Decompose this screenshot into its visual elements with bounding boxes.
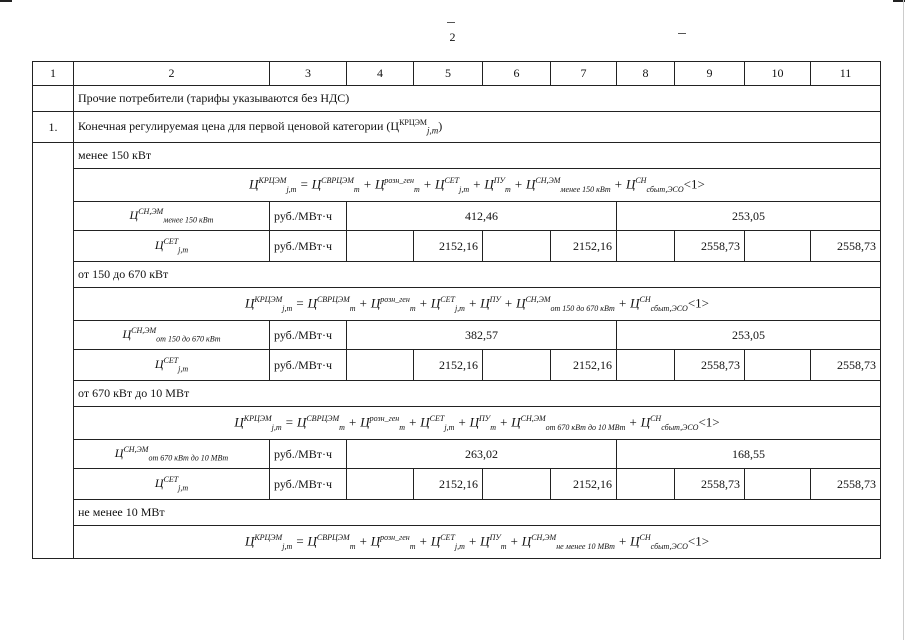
group-title-row [33,500,881,526]
column-number-row [33,62,881,86]
table-row [33,231,881,262]
empty-cell [745,469,811,500]
group-title: менее 150 кВт [74,143,881,169]
unit-cell: руб./МВт·ч [270,202,347,231]
row-label: $Ц^{СЕТ}_{j,m}$ [74,231,270,262]
row-label: $Ц^{СЕТ}_{j,m}$ [74,469,270,500]
scan-speck [447,22,455,23]
col-number: 10 [745,62,811,86]
formula: $Ц^{КРЦЭМ}_{j,m} = Ц^{СВРЦЭМ}_m + Ц^{розн\_ген}_m + Ц^{СЕТ}_{j,m} + Ц^{ПУ}_m + Ц^{СН,ЭМ}_{от 670 кВт до 10 МВт} + Ц^{СН}_{сбыт,ЭСО}<1>$ [74,407,881,440]
unit-cell: руб./МВт·ч [270,350,347,381]
scan-speck [678,33,686,34]
value-cell: 2152,16 [551,231,617,262]
value-cell: 263,02 [347,440,617,469]
empty-cell [483,469,551,500]
col-number: 4 [347,62,414,86]
col-number: 1 [33,62,74,86]
scan-edge [903,0,904,640]
group-title-row [33,143,881,169]
value-cell: 2558,73 [811,469,881,500]
col-number: 6 [483,62,551,86]
formula: $Ц^{КРЦЭМ}_{j,m} = Ц^{СВРЦЭМ}_m + Ц^{розн\_ген}_m + Ц^{СЕТ}_{j,m} + Ц^{ПУ}_m + Ц^{СН,ЭМ}_{менее 150 кВт} + Ц^{СН}_{сбыт,ЭСО}<1>$ [74,169,881,202]
value-cell: 382,57 [347,321,617,350]
item-title: Конечная регулируемая цена для первой ценовой категории $(Ц^{КРЦЭМ}_{j,m})$ [74,112,881,143]
unit-cell: руб./МВт·ч [270,231,347,262]
tariff-table [32,61,881,559]
item-row [33,112,881,143]
value-cell: 2152,16 [414,350,483,381]
empty-cell [483,350,551,381]
value-cell: 2152,16 [414,231,483,262]
row-label: $Ц^{СН,ЭМ}_{от 150 до 670 кВт}$ [74,321,270,350]
group-title: от 150 до 670 кВт [74,262,881,288]
value-cell: 2558,73 [811,350,881,381]
col-number: 2 [74,62,270,86]
col-number: 11 [811,62,881,86]
empty-cell [33,86,74,112]
row-label: $Ц^{СН,ЭМ}_{от 670 кВт до 10 МВт}$ [74,440,270,469]
section-title: Прочие потребители (тарифы указываются без НДС) [74,86,881,112]
col-number: 5 [414,62,483,86]
unit-cell: руб./МВт·ч [270,469,347,500]
table-row [33,202,881,231]
col-number: 3 [270,62,347,86]
item-number: 1. [33,112,74,143]
group-title-row [33,262,881,288]
empty-cell [745,350,811,381]
value-cell: 2558,73 [811,231,881,262]
table-row [33,469,881,500]
empty-cell [347,231,414,262]
unit-cell: руб./МВт·ч [270,321,347,350]
empty-cell [617,469,675,500]
formula-row [33,288,881,321]
col-number: 7 [551,62,617,86]
section-row [33,86,881,112]
value-cell: 2152,16 [414,469,483,500]
value-cell: 2152,16 [551,350,617,381]
table-row [33,440,881,469]
formula-row [33,169,881,202]
table-row [33,321,881,350]
value-cell: 2558,73 [675,469,745,500]
group-title-row [33,381,881,407]
formula-row [33,407,881,440]
value-cell: 412,46 [347,202,617,231]
formula: $Ц^{КРЦЭМ}_{j,m} = Ц^{СВРЦЭМ}_m + Ц^{розн\_ген}_m + Ц^{СЕТ}_{j,m} + Ц^{ПУ} + Ц^{СН,ЭМ}_{от 150 до 670 кВт} + Ц^{СН}_{сбыт,ЭСО}<1>$ [74,288,881,321]
page-number: 2 [449,30,456,44]
formula: $Ц^{КРЦЭМ}_{j,m} = Ц^{СВРЦЭМ}_m + Ц^{розн\_ген}_m + Ц^{СЕТ}_{j,m} + Ц^{ПУ}_m + Ц^{СН,ЭМ}_{не менее 10 МВт} + Ц^{СН}_{сбыт,ЭСО}<1>$ [74,526,881,559]
empty-cell [483,231,551,262]
empty-cell [745,231,811,262]
formula-row [33,526,881,559]
empty-cell [617,231,675,262]
value-cell: 2558,73 [675,350,745,381]
empty-cell [617,350,675,381]
value-cell: 2152,16 [551,469,617,500]
value-cell: 2558,73 [675,231,745,262]
empty-cell [347,469,414,500]
group-title: от 670 кВт до 10 МВт [74,381,881,407]
row-label: $Ц^{СЕТ}_{j,m}$ [74,350,270,381]
value-cell: 168,55 [617,440,881,469]
col-number: 9 [675,62,745,86]
row-label: $Ц^{СН,ЭМ}_{менее 150 кВт}$ [74,202,270,231]
table-row [33,350,881,381]
group-title: не менее 10 МВт [74,500,881,526]
empty-cell [33,143,74,559]
value-cell: 253,05 [617,202,881,231]
scan-corner-mark [0,0,12,2]
value-cell: 253,05 [617,321,881,350]
col-number: 8 [617,62,675,86]
unit-cell: руб./МВт·ч [270,440,347,469]
empty-cell [347,350,414,381]
